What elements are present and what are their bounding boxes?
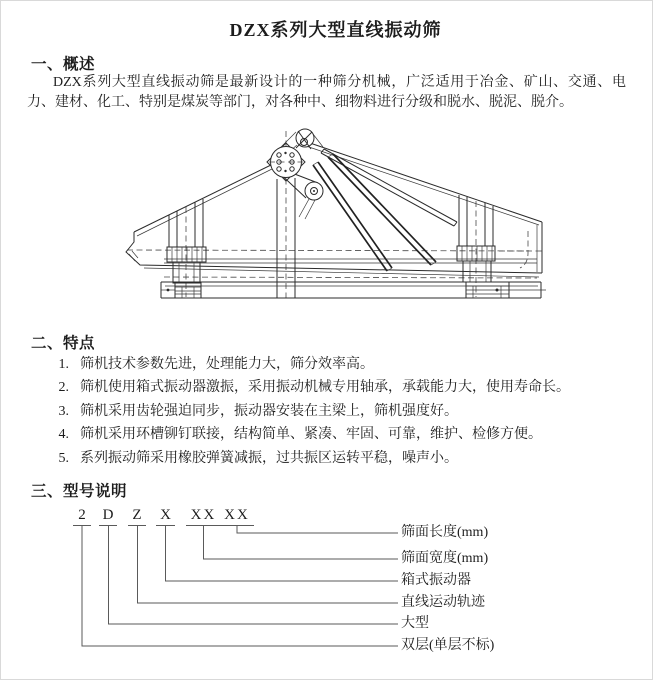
model-label: 双层(单层不标) xyxy=(401,638,495,653)
model-code-part: D xyxy=(99,506,117,526)
feature-item xyxy=(56,447,626,470)
model-label: 大型 xyxy=(401,616,429,631)
exciter-brace-beams xyxy=(313,149,457,271)
model-code-part: X xyxy=(156,506,175,526)
upper-deck-dashed-line xyxy=(127,250,542,251)
feature-item xyxy=(56,423,626,446)
model-code-part: XX xyxy=(220,506,254,526)
base-frame xyxy=(161,282,546,298)
features-list xyxy=(56,353,626,470)
model-code-part: 2 xyxy=(73,506,91,526)
feature-item xyxy=(56,353,626,376)
model-label: 筛面宽度(mm) xyxy=(401,551,489,566)
feature-item xyxy=(56,376,626,399)
discharge-lip-dashed xyxy=(520,231,528,268)
feature-text: 筛机技术参数先进，处理能力大，筛分效率高。 xyxy=(80,357,374,372)
feature-number: 2. xyxy=(58,380,69,396)
feature-number: 3. xyxy=(58,403,69,419)
overview-paragraph: DZX系列大型直线振动筛是最新设计的一种筛分机械，广泛适用于冶金、矿山、交通、电力、建材、化工、特别是煤炭等部门，对各种中、细物料进行分级和脱水、脱泥、脱介。 xyxy=(27,75,626,110)
model-code-part: Z xyxy=(128,506,146,526)
feature-item xyxy=(56,400,626,423)
feature-text: 筛机采用齿轮强迫同步，振动器安装在主梁上，筛机强度好。 xyxy=(80,403,458,419)
features-heading: 二、特点 xyxy=(31,335,96,352)
model-label: 直线运动轨迹 xyxy=(401,595,485,610)
model-code-part: XX xyxy=(186,506,221,526)
feature-text: 筛机采用环槽铆钉联接，结构简单、紧凑、牢固、可靠，维护、检修方便。 xyxy=(80,427,542,443)
feature-number: 4. xyxy=(58,427,69,443)
feature-number: 5. xyxy=(58,450,69,466)
feature-text: 系列振动筛采用橡胶弹簧减振，过共振区运转平稳，噪声小。 xyxy=(80,450,458,466)
vibrating-screen-drawing xyxy=(109,125,569,305)
overview-heading: 一、概述 xyxy=(31,56,96,73)
model-label: 箱式振动器 xyxy=(401,573,471,588)
model-heading: 三、型号说明 xyxy=(31,483,128,500)
feature-text: 筛机使用箱式振动器激振，采用振动机械专用轴承，承载能力大，使用寿命长。 xyxy=(80,380,570,396)
page-title: DZX系列大型直线振动筛 xyxy=(229,20,442,40)
lower-deck-dashed-line xyxy=(164,277,537,278)
feature-number: 1. xyxy=(58,357,69,372)
model-label: 筛面长度(mm) xyxy=(401,525,489,540)
